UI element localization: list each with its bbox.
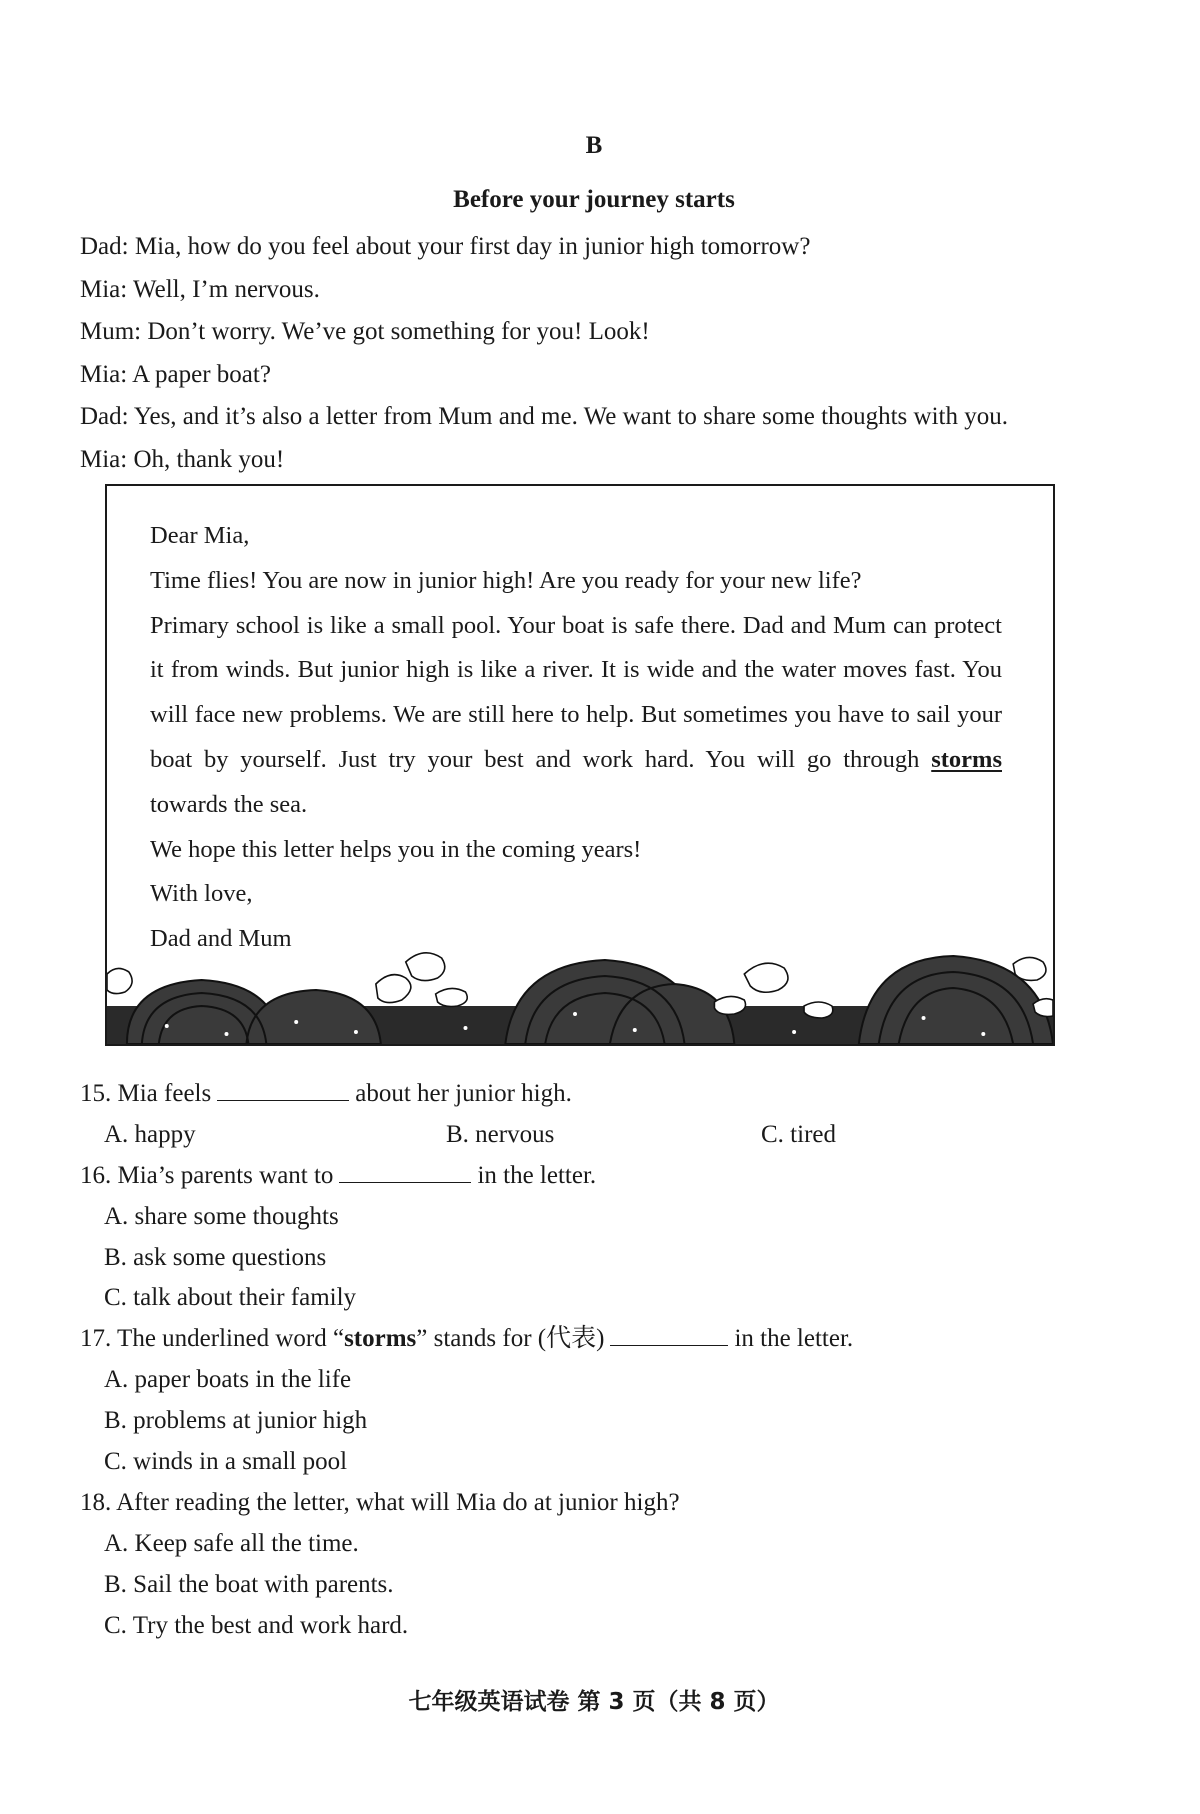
question-15-text-end: about her junior high. <box>355 1080 572 1107</box>
question-17 <box>80 1319 1120 1360</box>
letter-body-text: Primary school is like a small pool. Your boat is safe there. Dad and Mum can protect it from winds. But junior high is like a river. It is wide and the water moves fast. You will face new problems. We are still here to help. But sometimes you have to sail your boat by yourself. Just try your best and work hard. You will go through <box>150 611 1002 773</box>
letter-body-end: towards the sea. <box>150 790 308 818</box>
option-a: A. happy <box>104 1120 196 1148</box>
option-b: B. problems at junior high <box>104 1407 368 1435</box>
dialogue-line: Dad: Yes, and it’s also a letter from Mum and me. We want to share some thoughts with you. <box>80 403 1008 431</box>
letter-line: Time flies! You are now in junior high! Are you ready for your new life? <box>150 566 862 594</box>
question-18: 18. After reading the letter, what will Mia do at junior high? <box>80 1488 680 1516</box>
question-17-text-end: in the letter. <box>734 1325 854 1353</box>
option-b: B. ask some questions <box>104 1243 327 1271</box>
question-17-text-mid: ” stands for (代表) <box>416 1325 605 1353</box>
question-16-text-end: in the letter. <box>477 1161 597 1189</box>
option-c: C. winds in a small pool <box>104 1448 348 1476</box>
option-c: C. Try the best and work hard. <box>104 1611 409 1639</box>
questions <box>80 1074 1120 1646</box>
dialogue-line: Mia: Oh, thank you! <box>80 445 285 473</box>
letter-signature: Dad and Mum <box>150 925 292 953</box>
dialogue-line: Mia: A paper boat? <box>80 360 271 388</box>
option-a: A. share some thoughts <box>104 1202 339 1230</box>
option-c: C. talk about their family <box>104 1284 357 1312</box>
underlined-word-ref: storms <box>344 1325 417 1353</box>
letter-line: We hope this letter helps you in the coming years! <box>150 835 642 863</box>
question-15 <box>80 1074 1120 1115</box>
option-b: B. Sail the boat with parents. <box>104 1570 394 1598</box>
option-c: C. tired <box>761 1120 836 1148</box>
question-17-text: 17. The underlined word “ <box>80 1325 345 1353</box>
letter-body <box>150 604 1002 828</box>
question-16 <box>80 1156 1120 1197</box>
letter-box <box>105 484 1055 1046</box>
letter-closing: With love, <box>150 880 253 908</box>
letter-text <box>150 514 1002 962</box>
answer-blank <box>217 1078 349 1101</box>
option-a: A. Keep safe all the time. <box>104 1529 359 1557</box>
underlined-word: storms <box>931 745 1002 773</box>
option-b: B. nervous <box>446 1120 555 1148</box>
option-a: A. paper boats in the life <box>104 1366 352 1394</box>
letter-greeting: Dear Mia, <box>150 522 250 549</box>
question-15-options <box>80 1115 1120 1156</box>
wave-illustration <box>107 944 1053 1044</box>
question-16-text: 16. Mia’s parents want to <box>80 1161 334 1189</box>
section-letter: B <box>585 132 603 159</box>
answer-blank <box>610 1323 728 1346</box>
page-footer: 七年级英语试卷 第 3 页（共 8 页） <box>408 1689 780 1715</box>
answer-blank <box>339 1160 471 1183</box>
dialogue-line: Dad: Mia, how do you feel about your first day in junior high tomorrow? <box>80 233 811 260</box>
dialogue-line: Mum: Don’t worry. We’ve got something for you! Look! <box>80 318 650 346</box>
dialogue <box>80 226 1090 482</box>
question-15-text: 15. Mia feels <box>80 1080 212 1107</box>
passage-title: Before your journey starts <box>453 186 735 213</box>
dialogue-line: Mia: Well, I’m nervous. <box>80 275 320 303</box>
